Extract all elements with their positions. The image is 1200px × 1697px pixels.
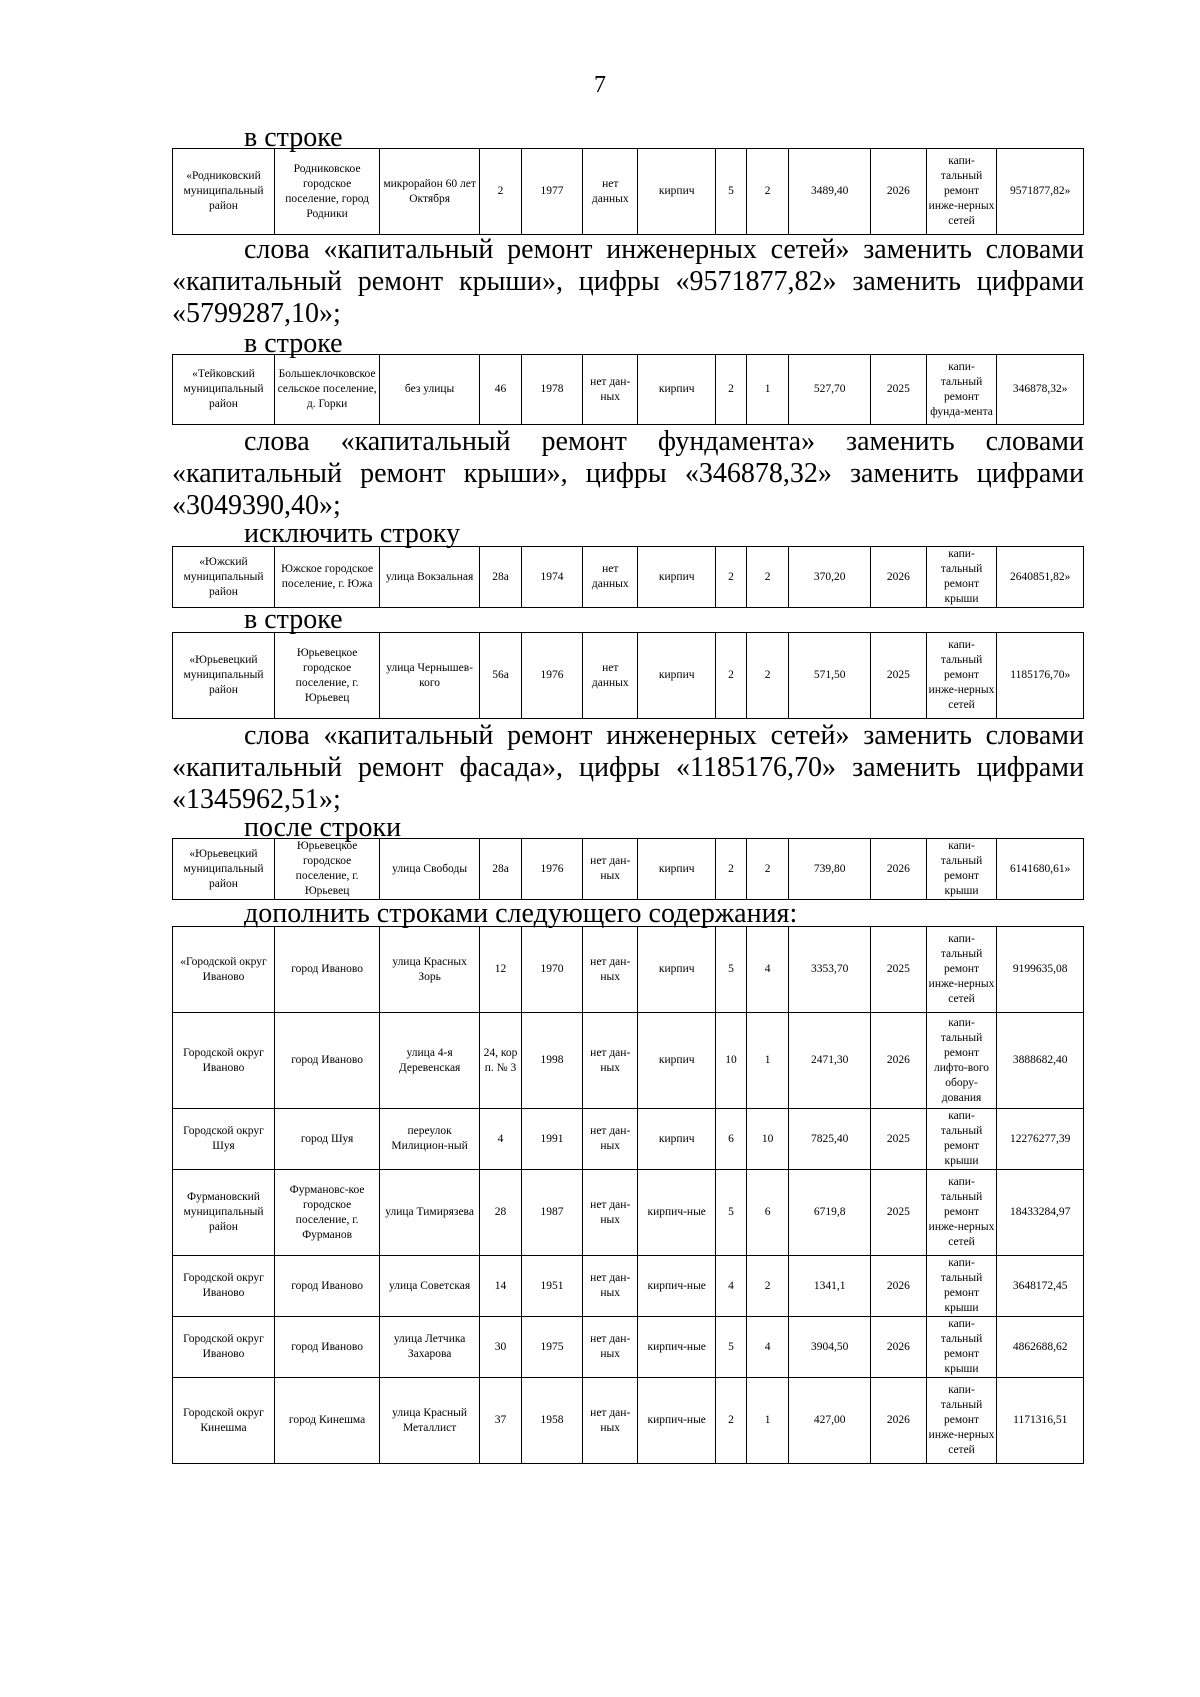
entrances-cell: 2 [747,839,789,900]
entrances-cell: 2 [747,547,789,608]
municipality-cell: Городской округ Иваново [173,1317,275,1378]
status-cell: нет дан-ных [583,1317,638,1378]
table-row [173,1317,1084,1378]
work-type-cell: капи-тальный ремонт инже-нерных сетей [926,927,997,1013]
work-type-cell: капи-тальный ремонт крыши [926,1317,997,1378]
material-cell: кирпич [638,355,716,425]
data-table [172,838,1084,900]
work-type-cell: капи-тальный ремонт инже-нерных сетей [926,149,997,235]
work-type-cell: капи-тальный ремонт инже-нерных сетей [926,1170,997,1256]
area-cell: 7825,40 [789,1109,871,1170]
entrances-cell: 10 [747,1109,789,1170]
instruction-paragraph [172,234,1084,330]
settlement-cell: город Шуя [274,1109,379,1170]
entrances-cell: 1 [747,1013,789,1109]
entrances-cell: 2 [747,1256,789,1317]
instruction-lead: в строке [244,328,343,359]
year-plan-cell: 2026 [871,1256,926,1317]
settlement-cell: Фурмановс-кое городское поселение, г. Фурманов [274,1170,379,1256]
table-row [173,633,1084,719]
work-type-cell: капи-тальный ремонт крыши [926,1109,997,1170]
paragraph-line: «3049390,40»; [172,490,341,521]
municipality-cell: «Тейковский муниципальный район [173,355,275,425]
instruction-paragraph [172,720,1084,816]
settlement-cell: город Кинешма [274,1378,379,1464]
house-cell: 14 [479,1256,521,1317]
street-cell: улица Летчика Захарова [380,1317,480,1378]
work-type-cell: капи-тальный ремонт крыши [926,839,997,900]
status-cell: нет данных [583,633,638,719]
floors-cell: 5 [716,1317,747,1378]
entrances-cell: 1 [747,355,789,425]
instruction-lead: дополнить строками следующего содержания: [244,898,798,929]
year-plan-cell: 2026 [871,839,926,900]
settlement-cell: Большеклочковское сельское поселение, д. Горки [274,355,379,425]
settlement-cell: город Иваново [274,1317,379,1378]
street-cell: улица 4-я Деревенская [380,1013,480,1109]
year-plan-cell: 2026 [871,1013,926,1109]
status-cell: нет дан-ных [583,839,638,900]
area-cell: 2471,30 [789,1013,871,1109]
floors-cell: 5 [716,1170,747,1256]
municipality-cell: «Юрьевецкий муниципальный район [173,633,275,719]
material-cell: кирпич-ные [638,1256,716,1317]
table-row [173,1378,1084,1464]
area-cell: 370,20 [789,547,871,608]
street-cell: улица Советская [380,1256,480,1317]
status-cell: нет данных [583,149,638,235]
paragraph-line: слова «капитальный ремонт фундамента» заменить словами [244,426,1084,457]
table-row [173,927,1084,1013]
material-cell: кирпич [638,149,716,235]
house-cell: 46 [479,355,521,425]
area-cell: 1341,1 [789,1256,871,1317]
cost-cell: 3888682,40 [997,1013,1084,1109]
material-cell: кирпич [638,1109,716,1170]
settlement-cell: Южское городское поселение, г. Южа [274,547,379,608]
house-cell: 24, кор п. № 3 [479,1013,521,1109]
house-cell: 30 [479,1317,521,1378]
cost-cell: 9571877,82» [997,149,1084,235]
street-cell: без улицы [380,355,480,425]
municipality-cell: Городской округ Шуя [173,1109,275,1170]
year-cell: 1987 [522,1170,583,1256]
house-cell: 2 [479,149,521,235]
data-table [172,148,1084,235]
status-cell: нет данных [583,547,638,608]
cost-cell: 1171316,51 [997,1378,1084,1464]
work-type-cell: капи-тальный ремонт инже-нерных сетей [926,1378,997,1464]
year-plan-cell: 2025 [871,1109,926,1170]
work-type-cell: капи-тальный ремонт лифто-вого обору-дования [926,1013,997,1109]
material-cell: кирпич [638,927,716,1013]
table-row [173,1013,1084,1109]
year-cell: 1977 [522,149,583,235]
street-cell: улица Тимирязева [380,1170,480,1256]
entrances-cell: 2 [747,149,789,235]
area-cell: 427,00 [789,1378,871,1464]
table-row [173,1256,1084,1317]
floors-cell: 10 [716,1013,747,1109]
data-table [172,546,1084,608]
instruction-lead: после строки [244,812,402,843]
material-cell: кирпич-ные [638,1317,716,1378]
paragraph-line: «капитальный ремонт фасада», цифры «1185176,70» заменить цифрами [172,752,1084,783]
floors-cell: 2 [716,355,747,425]
municipality-cell: «Южский муниципальный район [173,547,275,608]
cost-cell: 18433284,97 [997,1170,1084,1256]
year-plan-cell: 2025 [871,927,926,1013]
status-cell: нет дан-ных [583,927,638,1013]
year-plan-cell: 2025 [871,633,926,719]
settlement-cell: Юрьевецкое городское поселение, г. Юрьевец [274,839,379,900]
table-row [173,1109,1084,1170]
area-cell: 527,70 [789,355,871,425]
paragraph-line: «капитальный ремонт крыши», цифры «346878,32» заменить цифрами [172,458,1084,489]
year-plan-cell: 2026 [871,1317,926,1378]
cost-cell: 9199635,08 [997,927,1084,1013]
cost-cell: 2640851,82» [997,547,1084,608]
municipality-cell: Фурмановский муниципальный район [173,1170,275,1256]
street-cell: улица Свободы [380,839,480,900]
instruction-paragraph [172,426,1084,522]
house-cell: 12 [479,927,521,1013]
street-cell: улица Красный Металлист [380,1378,480,1464]
area-cell: 3904,50 [789,1317,871,1378]
area-cell: 3353,70 [789,927,871,1013]
floors-cell: 2 [716,633,747,719]
floors-cell: 4 [716,1256,747,1317]
house-cell: 37 [479,1378,521,1464]
street-cell: переулок Милицион-ный [380,1109,480,1170]
material-cell: кирпич [638,547,716,608]
settlement-cell: город Иваново [274,1013,379,1109]
work-type-cell: капи-тальный ремонт крыши [926,547,997,608]
settlement-cell: город Иваново [274,1256,379,1317]
year-plan-cell: 2026 [871,547,926,608]
floors-cell: 2 [716,1378,747,1464]
street-cell: улица Вокзальная [380,547,480,608]
work-type-cell: капи-тальный ремонт фунда-мента [926,355,997,425]
municipality-cell: Городской округ Иваново [173,1013,275,1109]
house-cell: 28 [479,1170,521,1256]
year-cell: 1991 [522,1109,583,1170]
data-table [172,354,1084,425]
status-cell: нет дан-ных [583,355,638,425]
floors-cell: 2 [716,547,747,608]
year-plan-cell: 2025 [871,355,926,425]
entrances-cell: 2 [747,633,789,719]
year-cell: 1975 [522,1317,583,1378]
cost-cell: 1185176,70» [997,633,1084,719]
table-row [173,149,1084,235]
material-cell: кирпич [638,633,716,719]
data-table [172,632,1084,719]
settlement-cell: город Иваново [274,927,379,1013]
cost-cell: 3648172,45 [997,1256,1084,1317]
material-cell: кирпич [638,839,716,900]
status-cell: нет дан-ных [583,1378,638,1464]
floors-cell: 6 [716,1109,747,1170]
entrances-cell: 1 [747,1378,789,1464]
floors-cell: 5 [716,149,747,235]
work-type-cell: капи-тальный ремонт крыши [926,1256,997,1317]
municipality-cell: Городской округ Иваново [173,1256,275,1317]
street-cell: улица Чернышев-кого [380,633,480,719]
cost-cell: 4862688,62 [997,1317,1084,1378]
year-cell: 1970 [522,927,583,1013]
area-cell: 571,50 [789,633,871,719]
house-cell: 4 [479,1109,521,1170]
data-table [172,926,1084,1464]
cost-cell: 12276277,39 [997,1109,1084,1170]
year-plan-cell: 2026 [871,1378,926,1464]
year-cell: 1976 [522,839,583,900]
street-cell: улица Красных Зорь [380,927,480,1013]
instruction-lead: в строке [244,122,343,153]
table-row [173,839,1084,900]
paragraph-line: слова «капитальный ремонт инженерных сетей» заменить словами [244,720,1084,751]
settlement-cell: Родниковское городское поселение, город Родники [274,149,379,235]
table-row [173,355,1084,425]
paragraph-line: «1345962,51»; [172,784,341,815]
house-cell: 56а [479,633,521,719]
cost-cell: 346878,32» [997,355,1084,425]
table-row [173,547,1084,608]
municipality-cell: «Родниковский муниципальный район [173,149,275,235]
house-cell: 28а [479,547,521,608]
page-number: 7 [594,72,606,98]
floors-cell: 2 [716,839,747,900]
area-cell: 739,80 [789,839,871,900]
paragraph-line: «5799287,10»; [172,298,341,329]
instruction-lead: исключить строку [244,518,461,549]
work-type-cell: капи-тальный ремонт инже-нерных сетей [926,633,997,719]
cost-cell: 6141680,61» [997,839,1084,900]
year-cell: 1974 [522,547,583,608]
year-plan-cell: 2026 [871,149,926,235]
status-cell: нет дан-ных [583,1109,638,1170]
year-cell: 1958 [522,1378,583,1464]
material-cell: кирпич [638,1013,716,1109]
street-cell: микрорайон 60 лет Октября [380,149,480,235]
status-cell: нет дан-ных [583,1170,638,1256]
floors-cell: 5 [716,927,747,1013]
table-row [173,1170,1084,1256]
area-cell: 3489,40 [789,149,871,235]
entrances-cell: 6 [747,1170,789,1256]
year-cell: 1998 [522,1013,583,1109]
year-cell: 1978 [522,355,583,425]
instruction-lead: в строке [244,604,343,635]
material-cell: кирпич-ные [638,1170,716,1256]
municipality-cell: «Юрьевецкий муниципальный район [173,839,275,900]
entrances-cell: 4 [747,927,789,1013]
material-cell: кирпич-ные [638,1378,716,1464]
municipality-cell: «Городской округ Иваново [173,927,275,1013]
entrances-cell: 4 [747,1317,789,1378]
year-plan-cell: 2025 [871,1170,926,1256]
status-cell: нет дан-ных [583,1013,638,1109]
house-cell: 28а [479,839,521,900]
area-cell: 6719,8 [789,1170,871,1256]
paragraph-line: «капитальный ремонт крыши», цифры «9571877,82» заменить цифрами [172,266,1084,297]
settlement-cell: Юрьевецкое городское поселение, г. Юрьевец [274,633,379,719]
year-cell: 1976 [522,633,583,719]
year-cell: 1951 [522,1256,583,1317]
status-cell: нет дан-ных [583,1256,638,1317]
paragraph-line: слова «капитальный ремонт инженерных сетей» заменить словами [244,234,1084,265]
municipality-cell: Городской округ Кинешма [173,1378,275,1464]
